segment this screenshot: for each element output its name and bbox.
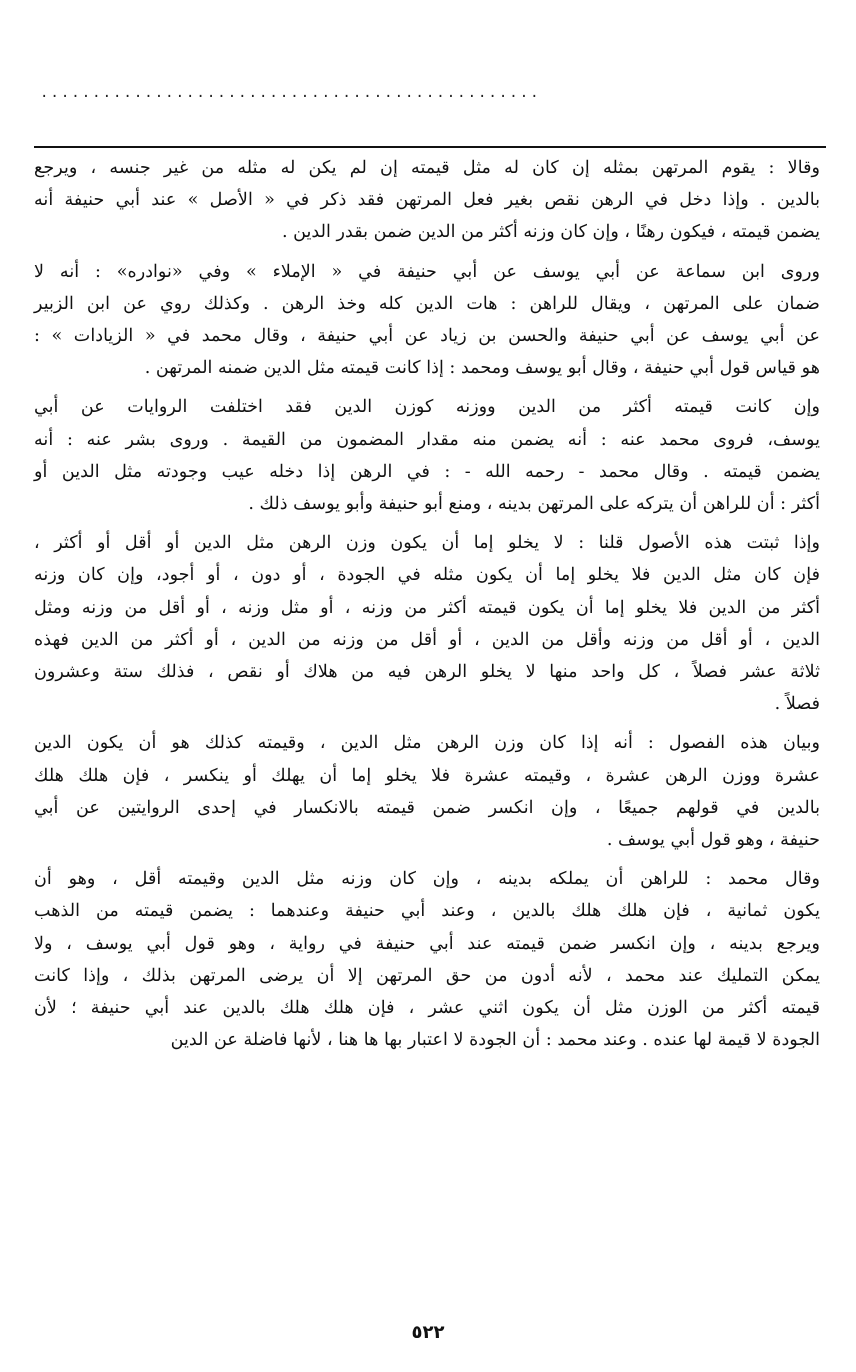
page-number: ٥٢٢	[411, 1322, 445, 1343]
text-line: وروى ابن سماعة عن أبي يوسف عن أبي حنيفة في « الإملاء » وفي «نوادره» : أنه لا	[34, 261, 820, 282]
text-line: يضمن قيمته ، فيكون رهنًا ، وإن كان وزنه أكثر من الدين ضمن بقدر الدين .	[281, 222, 820, 243]
text-line: يمكن التمليك عند محمد ، لأنه أدون من حق المرتهن إلا أن يرضى المرتهن بذلك ، وإذا كانت	[34, 965, 820, 986]
text-line: ضمان على المرتهن ، ويقال للراهن : هات الدين كله وخذ الرهن . وكذلك روي عن ابن الزبير	[34, 293, 820, 314]
text-line: بالدين في قولهم جميعًا ، وإن انكسر ضمن قيمته بالانكسار في إحدى الروايتين عن أبي	[34, 797, 820, 818]
text-line: وقالا : يقوم المرتهن بمثله إن كان له مثل قيمته إن لم يكن له مثله من غير جنسه ، ويرجع	[34, 158, 820, 178]
text-line: أكثر : أن للراهن أن يتركه على المرتهن بدينه ، ومنع أبو حنيفة وأبو يوسف ذلك .	[248, 494, 820, 515]
paragraph	[34, 863, 820, 1056]
text-line: ثلاثة عشر فصلاً ، كل واحد منها لا يخلو الرهن فيه من هلاك أو نقص ، فذلك ستة وعشرون	[34, 662, 820, 683]
text-line: الدين ، أو أقل من وزنه وأقل من الدين ، أو أقل من وزنه من الدين ، أو أكثر من الدين فهذه	[34, 629, 820, 650]
text-line: فصلاً .	[774, 694, 820, 715]
text-line: وإن كانت قيمته أكثر من الدين ووزنه كوزن الدين فقد اختلفت الروايات عن أبي	[34, 397, 820, 418]
header-dotted-line: ................................................	[40, 85, 541, 101]
text-line: فإن كان مثل الدين فلا يخلو إما أن يكون مثله في الجودة ، أو دون ، أو أجود، وإن كان وزنه	[34, 565, 820, 586]
paragraph	[34, 256, 820, 385]
header-rule	[34, 146, 826, 148]
text-line: أكثر من الدين فلا يخلو إما أن يكون قيمته أكثر من وزنه ، أو مثل وزنه ، أو أقل من وزنه ومثل	[34, 597, 820, 618]
paragraph	[34, 727, 820, 856]
text-line: ويرجع بدينه ، وإن انكسر ضمن قيمته عند أبي حنيفة في رواية ، وهو قول أبي يوسف ، ولا	[34, 933, 820, 954]
paragraph	[34, 527, 820, 720]
text-line: عن أبي يوسف عن أبي حنيفة والحسن بن زياد عن أبي حنيفة ، وقال محمد في « الزيادات » :	[34, 326, 820, 347]
text-line: قيمته أكثر من الوزن مثل أن يكون اثني عشر ، فإن هلك هلك بالدين عند أبي حنيفة ؛ لأن	[34, 998, 820, 1019]
text-line: عشرة ووزن الرهن عشرة ، وقيمته عشرة فلا يخلو إما أن يهلك أو ينكسر ، فإن هلك هلك	[34, 765, 820, 786]
text-line: يكون ثمانية ، فإن هلك هلك بالدين ، وعند أبي حنيفة وعندهما : يضمن قيمته من الذهب	[34, 901, 820, 922]
text-line: يضمن قيمته . وقال محمد - رحمه الله - : في الرهن إذا دخله عيب وجودته مثل الدين أو	[34, 461, 820, 482]
text-line: وقال محمد : للراهن أن يملكه بدينه ، وإن كان وزنه مثل الدين وقيمته أقل ، وهو أن	[34, 869, 820, 890]
text-line: حنيفة ، وهو قول أبي يوسف .	[606, 830, 820, 851]
text-line: يوسف، فروى محمد عنه : أنه يضمن منه مقدار المضمون من القيمة . وروى بشر عنه : أنه	[34, 429, 820, 450]
paragraph	[34, 152, 820, 249]
text-line: وبيان هذه الفصول : أنه إذا كان وزن الرهن مثل الدين ، وقيمته كذلك هو أن يكون الدين	[34, 733, 820, 754]
paragraph	[34, 391, 820, 520]
text-line: الجودة لا قيمة لها عنده . وعند محمد : أن الجودة لا اعتبار بها ها هنا ، لأنها فاضلة عن الدين	[170, 1030, 820, 1051]
text-line: بالدين . وإذا دخل في الرهن نقص بغير فعل المرتهن فقد ذكر في « الأصل » عند أبي حنيفة أنه	[34, 190, 820, 211]
text-line: هو قياس قول أبي حنيفة ، وقال أبو يوسف ومحمد : إذا كانت قيمته مثل الدين ضمنه المرتهن .	[144, 358, 820, 379]
page-body	[34, 152, 820, 1063]
text-line: وإذا ثبتت هذه الأصول قلنا : لا يخلو إما أن يكون وزن الرهن مثل الدين أو أقل أو أكثر ،	[34, 533, 820, 554]
